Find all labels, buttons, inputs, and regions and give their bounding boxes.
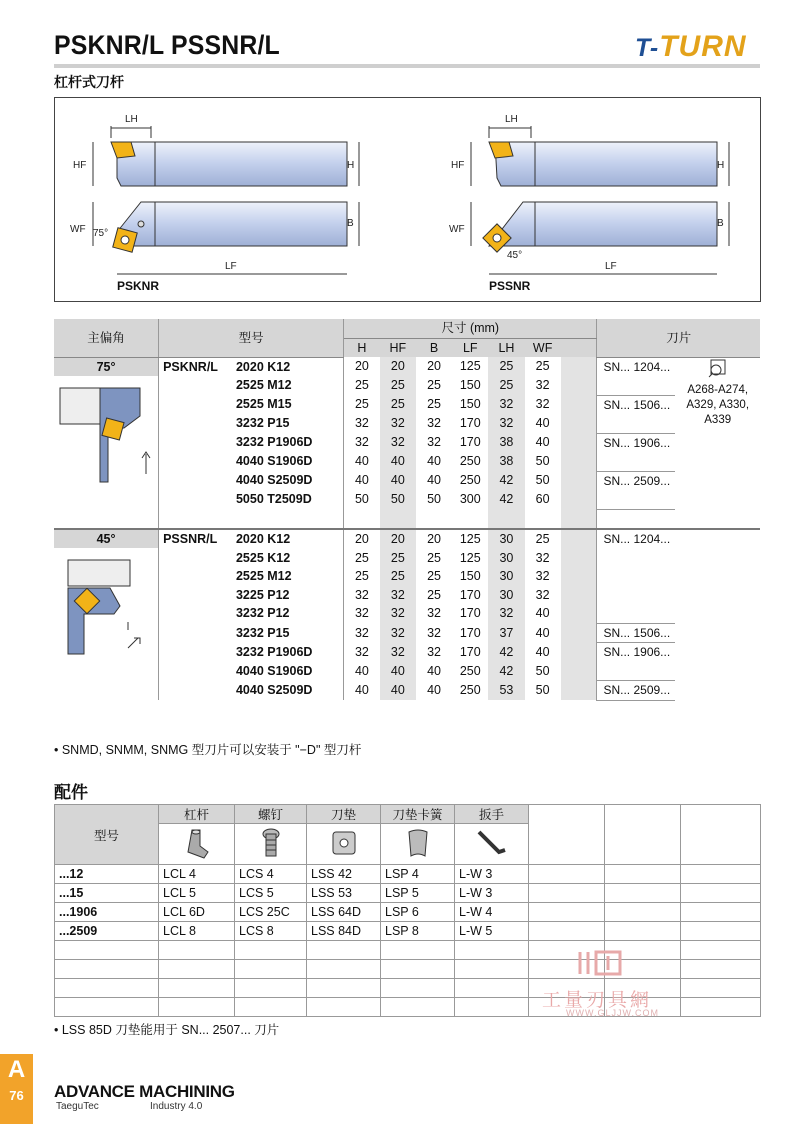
dim-value: 40 (535, 625, 550, 640)
angle-label: 45° (54, 530, 158, 548)
dim-value: 25 (354, 378, 369, 393)
model-code: 3232 P15 (232, 414, 344, 433)
insert-code (597, 376, 675, 395)
dim-value: 53 (488, 681, 524, 701)
acc-part-code: LSP 8 (381, 922, 455, 941)
dim-value: 170 (459, 625, 481, 640)
dim-b-left: B (347, 218, 354, 229)
watermark-text: 工量刃具網 (542, 990, 653, 1011)
watermark-url: WWW.GLJJW.COM (566, 1008, 659, 1018)
dim-h-left: H (347, 160, 355, 171)
dim-value (561, 471, 597, 490)
t-turn-logo (635, 30, 747, 64)
dim-value: 37 (488, 623, 524, 643)
dim-value: 25 (427, 397, 442, 412)
page-title: PSKNR/L PSSNR/L (54, 30, 280, 60)
dim-value: 40 (535, 416, 550, 431)
dim-value: 40 (535, 644, 550, 659)
acc-row (55, 903, 761, 922)
acc-row-empty (55, 960, 761, 979)
model-code: 4040 S2509D (232, 471, 344, 490)
insert-code: SN... 2509... (597, 681, 675, 701)
dim-value: 32 (380, 586, 416, 605)
reference-page-link[interactable]: A268-A274, (687, 383, 749, 396)
dim-value: 32 (354, 435, 369, 450)
dim-value: 32 (380, 604, 416, 623)
col-insert-header: 刀片 (597, 319, 760, 357)
holder-dimension-table (54, 319, 760, 701)
dim-value: 25 (427, 569, 442, 583)
dim-value: 30 (488, 586, 524, 605)
acc-col-model: 型号 (55, 805, 159, 865)
col-dims-header: 尺寸 (mm) (344, 319, 597, 338)
model-code: 2525 M12 (232, 376, 344, 395)
caption-pssnr: PSSNR (489, 279, 531, 293)
dim-value: 40 (354, 683, 369, 697)
acc-part-code: L-W 5 (455, 922, 529, 941)
acc-part-code: LSP 5 (381, 884, 455, 903)
acc-col-lever: 杠杆 (159, 805, 235, 824)
dim-value: 32 (354, 587, 369, 602)
acc-row (55, 884, 761, 903)
dim-value: 25 (427, 587, 442, 602)
dim-value (561, 662, 597, 681)
dim-value: 38 (488, 433, 524, 452)
brand-t: T- (635, 34, 660, 62)
acc-size: ...1906 (55, 903, 159, 922)
magnifier-icon (677, 358, 758, 383)
insert-code: SN... 1906... (603, 645, 671, 659)
dim-value (561, 376, 597, 395)
dim-header-hf: HF (380, 338, 416, 357)
dim-value: 40 (427, 663, 442, 678)
insert-code: SN... 1906... (603, 435, 671, 450)
dim-value: 30 (488, 529, 524, 549)
dim-value: 32 (380, 623, 416, 643)
model-code: 2020 K12 (232, 529, 344, 549)
dim-value: 170 (459, 416, 481, 431)
dim-value: 30 (488, 567, 524, 586)
dim-value: 25 (354, 397, 369, 412)
angle-label: 75° (54, 358, 158, 376)
acc-part-code: L-W 3 (455, 884, 529, 903)
table-row (54, 357, 760, 376)
acc-row-empty (55, 979, 761, 998)
dim-value (561, 529, 597, 549)
model-code: 2020 K12 (232, 357, 344, 376)
model-code: 3232 P15 (232, 623, 344, 643)
dim-value: 32 (380, 433, 416, 452)
dim-header-lh: LH (488, 338, 524, 357)
dim-value: 32 (488, 414, 524, 433)
dim-value: 32 (535, 587, 550, 602)
insert-code: SN... 1204... (603, 359, 671, 374)
dim-value: 25 (380, 567, 416, 586)
angle-cell (54, 357, 159, 529)
caption-psknr: PSKNR (117, 279, 160, 293)
page-subtitle: 杠杆式刀杆 (54, 74, 124, 90)
acc-part-code: LCL 5 (159, 884, 235, 903)
dim-value (561, 604, 597, 623)
dim-lf-right: LF (605, 261, 617, 272)
model-code: 4040 S2509D (232, 681, 344, 701)
acc-row-empty (55, 941, 761, 960)
insert-code: SN... 1506... (603, 397, 671, 412)
dim-lh-left: LH (125, 114, 138, 125)
dim-header-b: B (416, 338, 452, 357)
dim-value (561, 643, 597, 662)
note-d-type: • SNMD, SNMM, SNMG 型刀片可以安装于 "−D" 型刀杆 (54, 743, 362, 757)
dim-value: 32 (354, 644, 369, 659)
acc-part-code: LSS 64D (307, 903, 381, 922)
model-code: 3232 P1906D (232, 433, 344, 452)
wrench-icon (455, 824, 529, 865)
insert-code (597, 604, 675, 623)
dim-value: 42 (488, 490, 524, 509)
dim-value: 40 (380, 452, 416, 471)
dim-value: 32 (427, 625, 442, 640)
dim-value: 40 (354, 454, 369, 469)
footer-taegutec: TaeguTec (56, 1101, 99, 1112)
dim-value: 20 (427, 359, 442, 374)
dim-value: 32 (535, 378, 550, 393)
dim-value: 150 (459, 378, 481, 393)
dim-value: 25 (380, 395, 416, 414)
dim-value: 25 (535, 359, 550, 374)
dim-value: 250 (459, 473, 481, 488)
tool-holder-drawings (55, 98, 760, 301)
dim-value: 25 (427, 550, 442, 565)
col-model-header: 型号 (159, 319, 344, 357)
dim-value: 250 (459, 663, 481, 678)
accessories-title: 配件 (54, 783, 88, 802)
model-code: 3225 P12 (232, 586, 344, 605)
dim-value: 25 (488, 376, 524, 395)
psknr-drawing (70, 114, 359, 293)
dim-value: 50 (535, 454, 550, 469)
insert-code (597, 414, 675, 433)
reference-pages (675, 357, 760, 529)
acc-size: ...15 (55, 884, 159, 903)
dim-value (561, 452, 597, 471)
model-code: 4040 S1906D (232, 452, 344, 471)
screw-icon (235, 824, 307, 865)
footer-industry: Industry 4.0 (150, 1101, 203, 1112)
dim-value (561, 567, 597, 586)
acc-part-code: L-W 3 (455, 865, 529, 884)
acc-col-shim: 刀垫 (307, 805, 381, 824)
acc-row (55, 922, 761, 941)
reference-pages (675, 529, 760, 700)
dim-value: 40 (354, 473, 369, 488)
pssnr-drawing (449, 114, 729, 293)
dim-value: 60 (535, 492, 550, 507)
dim-value: 50 (535, 473, 550, 488)
dim-value: 32 (427, 416, 442, 431)
dim-value (561, 623, 597, 643)
dim-value (561, 357, 597, 376)
dim-value: 32 (427, 644, 442, 659)
dim-value: 32 (380, 643, 416, 662)
dim-value: 125 (459, 550, 481, 565)
model-code: 2525 M15 (232, 395, 344, 414)
insert-code (597, 586, 675, 605)
dim-value: 170 (459, 587, 481, 602)
insert-code (597, 567, 675, 586)
lever-icon (159, 824, 235, 865)
series-label: PSKNR/L (163, 359, 218, 374)
dim-value: 50 (535, 683, 550, 697)
dim-value: 40 (535, 435, 550, 450)
dim-value: 32 (535, 397, 550, 412)
dim-hf-left: HF (73, 160, 87, 171)
dim-value (561, 414, 597, 433)
dim-value: 170 (459, 435, 481, 450)
dim-value: 125 (452, 529, 488, 549)
technical-drawing (54, 97, 761, 302)
acc-col-shim-clip: 刀垫卡簧 (381, 805, 455, 824)
dim-value: 150 (459, 397, 481, 412)
dim-lh-right: LH (505, 114, 518, 125)
acc-part-code: LCS 5 (235, 884, 307, 903)
brand-turn: TURN (659, 30, 747, 63)
insert-code (597, 490, 675, 509)
dim-value: 40 (380, 681, 416, 701)
dim-value: 32 (354, 416, 369, 431)
watermark-logo (576, 948, 624, 978)
insert-code: SN... 2509... (603, 473, 671, 488)
dim-value: 32 (488, 604, 524, 623)
acc-part-code: LSS 84D (307, 922, 381, 941)
dim-wf-right: WF (449, 224, 465, 235)
dim-value (561, 490, 597, 509)
dim-value: 250 (459, 683, 481, 697)
dim-value: 38 (488, 452, 524, 471)
reference-page-link[interactable]: A339 (704, 413, 732, 426)
accessories-table (54, 804, 761, 1017)
dim-value: 40 (380, 662, 416, 681)
acc-part-code: LCL 6D (159, 903, 235, 922)
col-angle-header: 主偏角 (54, 319, 159, 357)
dim-value: 50 (427, 492, 442, 507)
dim-header-blank (561, 338, 597, 357)
dim-value: 32 (354, 625, 369, 640)
acc-part-code: LSS 42 (307, 865, 381, 884)
insert-code (597, 452, 675, 471)
dim-value: 150 (459, 569, 481, 583)
angle-cell (54, 529, 159, 700)
right-hand-45-icon (54, 548, 154, 658)
note-shim: • LSS 85D 刀垫能用于 SN... 2507... 刀片 (54, 1023, 280, 1037)
dim-h-right: H (717, 160, 725, 171)
dim-value (561, 681, 597, 701)
dim-value: 40 (535, 606, 550, 621)
dim-value: 20 (344, 529, 380, 549)
dim-value: 25 (488, 357, 524, 376)
dim-value: 32 (535, 569, 550, 583)
acc-part-code: L-W 4 (455, 903, 529, 922)
acc-col-wrench: 扳手 (455, 805, 529, 824)
shim-icon (307, 824, 381, 865)
title-divider (54, 64, 760, 68)
dim-value: 25 (354, 569, 369, 583)
model-code: 2525 K12 (232, 549, 344, 568)
acc-part-code: LCS 4 (235, 865, 307, 884)
dim-value: 20 (380, 357, 416, 376)
dim-value: 300 (459, 492, 481, 507)
acc-part-code: LSS 53 (307, 884, 381, 903)
advance-machining-logo: ADVANCE MACHINING (54, 1082, 235, 1101)
dim-value: 42 (488, 643, 524, 662)
dim-value: 25 (354, 550, 369, 565)
dim-value: 25 (380, 549, 416, 568)
dim-value: 50 (535, 663, 550, 678)
dim-value: 25 (380, 376, 416, 395)
dim-lf-left: LF (225, 261, 237, 272)
model-code: 2525 M12 (232, 567, 344, 586)
insert-code: SN... 1506... (597, 623, 675, 643)
dim-hf-right: HF (451, 160, 465, 171)
dim-value: 170 (459, 606, 481, 621)
series-label: PSSNR/L (159, 529, 232, 700)
dim-value: 32 (427, 435, 442, 450)
dim-header-lf: LF (452, 338, 488, 357)
acc-part-code: LCL 8 (159, 922, 235, 941)
dim-value: 125 (459, 359, 481, 374)
dim-value: 25 (427, 378, 442, 393)
dim-value: 50 (380, 490, 416, 509)
dim-value: 50 (354, 492, 369, 507)
acc-size: ...12 (55, 865, 159, 884)
dim-header-h: H (344, 338, 380, 357)
page-tab (0, 1054, 33, 1124)
dim-value: 250 (459, 454, 481, 469)
acc-part-code: LCL 4 (159, 865, 235, 884)
acc-part-code: LSP 4 (381, 865, 455, 884)
model-code: 3232 P12 (232, 604, 344, 623)
dim-value: 40 (427, 683, 442, 697)
model-code: 3232 P1906D (232, 643, 344, 662)
page-section-letter: A (7, 1056, 26, 1083)
dim-value: 40 (380, 471, 416, 490)
dim-value: 40 (427, 473, 442, 488)
dim-value: 20 (416, 529, 452, 549)
angle-45: 45° (507, 250, 523, 261)
acc-part-code: LCS 8 (235, 922, 307, 941)
shim-clip-icon (381, 824, 455, 865)
insert-code (597, 549, 675, 568)
dim-value: 170 (459, 644, 481, 659)
dim-value: 20 (354, 359, 369, 374)
insert-code (597, 662, 675, 681)
insert-code: SN... 1204... (597, 529, 675, 549)
dim-value (561, 586, 597, 605)
dim-value: 40 (427, 454, 442, 469)
dim-header-wf: WF (525, 338, 561, 357)
right-hand-75-icon (54, 376, 154, 486)
dim-value: 20 (380, 529, 416, 549)
dim-value: 40 (354, 663, 369, 678)
dim-value: 42 (488, 471, 524, 490)
page-number: 76 (9, 1088, 24, 1103)
dim-b-right: B (717, 218, 724, 229)
dim-value (561, 395, 597, 414)
dim-value: 42 (488, 662, 524, 681)
dim-value: 32 (427, 606, 442, 621)
model-code: 5050 T2509D (232, 490, 344, 509)
acc-size: ...2509 (55, 922, 159, 941)
model-code: 4040 S1906D (232, 662, 344, 681)
dim-wf-left: WF (70, 224, 86, 235)
acc-part-code: LSP 6 (381, 903, 455, 922)
acc-row (55, 865, 761, 884)
dim-value: 32 (488, 395, 524, 414)
angle-75: 75° (93, 228, 109, 239)
dim-value: 30 (488, 549, 524, 568)
dim-value (561, 549, 597, 568)
dim-value: 32 (535, 550, 550, 565)
table-row (54, 529, 760, 549)
dim-value: 32 (380, 414, 416, 433)
acc-col-screw: 螺钉 (235, 805, 307, 824)
dim-value (561, 433, 597, 452)
reference-page-link[interactable]: A329, A330, (686, 398, 750, 411)
dim-value: 25 (525, 529, 561, 549)
acc-part-code: LCS 25C (235, 903, 307, 922)
dim-value: 32 (354, 606, 369, 621)
